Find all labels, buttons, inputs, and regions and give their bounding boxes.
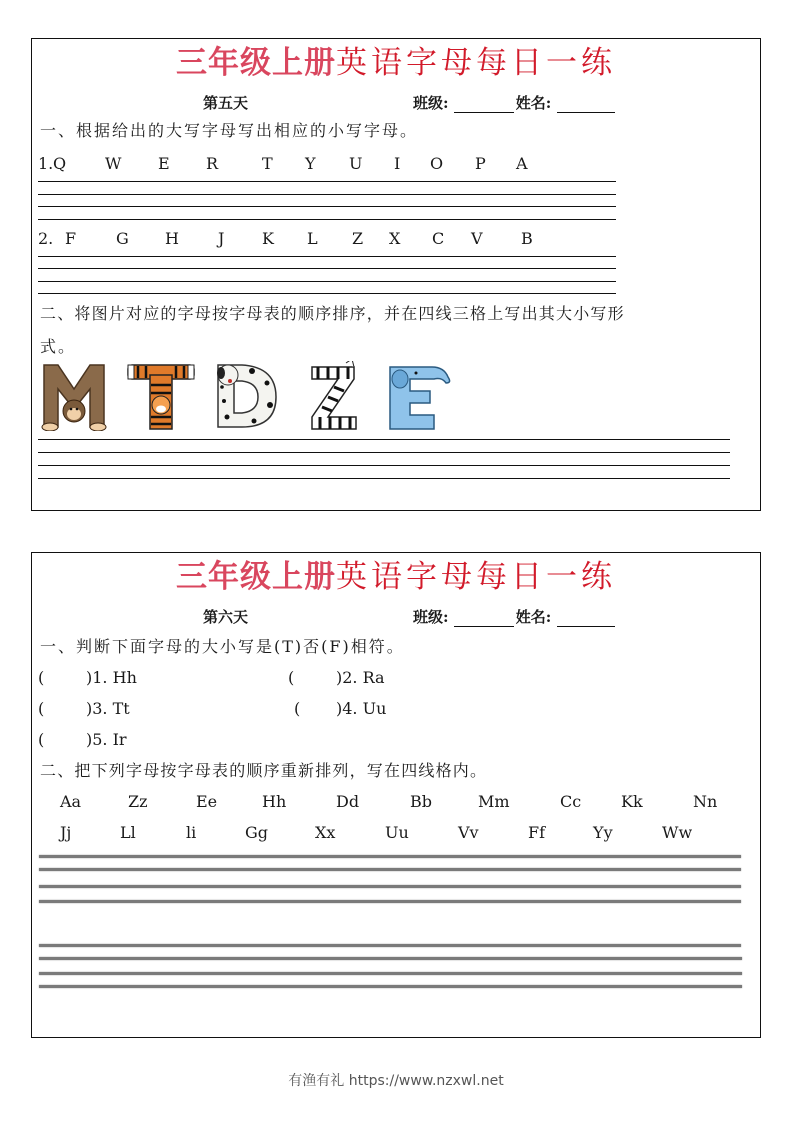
section1-heading: 一、根据给出的大写字母写出相应的小写字母。 <box>40 121 419 140</box>
item-number: )2. <box>336 668 358 687</box>
answer-paren[interactable]: ( <box>288 668 295 687</box>
letter: J <box>218 229 225 248</box>
letter-pair: Aa <box>60 792 82 811</box>
letter: C <box>432 229 445 248</box>
item-number: )3. <box>86 699 108 718</box>
letter-pair: Cc <box>560 792 582 811</box>
tf-item-3 <box>38 698 130 720</box>
letter-pair: Uu <box>385 823 409 842</box>
letter-pair: Ll <box>120 823 136 842</box>
letter-pair: Ir <box>112 730 127 749</box>
worksheet-title <box>32 557 760 597</box>
item-number: )5. <box>86 730 108 749</box>
letter-pair: Xx <box>315 823 336 842</box>
letter-pair: Dd <box>336 792 360 811</box>
letter: L <box>307 229 318 248</box>
tf-item-1 <box>38 667 137 689</box>
dalmatian-letter-d-icon <box>212 361 280 431</box>
letter: V <box>471 229 483 248</box>
title-grade: 三年级上册 <box>176 45 336 81</box>
title-subject: 英语字母每日一练 <box>336 559 616 595</box>
letter-pair: Ra <box>362 668 385 687</box>
class-label: 班级: <box>413 94 449 112</box>
letter-pair: Jj <box>60 823 72 842</box>
answer-paren[interactable]: ( <box>38 668 45 687</box>
letter: P <box>475 154 486 173</box>
letter-pair: Mm <box>478 792 510 811</box>
letter: I <box>394 154 401 173</box>
letter-pairs-row-1 <box>32 791 752 813</box>
section1-heading: 一、判断下面字母的大小写是(T)否(F)相符。 <box>40 637 405 656</box>
tiger-letter-t-icon <box>126 361 196 431</box>
worksheet-day6 <box>31 552 761 1038</box>
section2-heading-line1: 二、将图片对应的字母按字母表的顺序排序，并在四线三格上写出其大小写形 <box>40 304 625 323</box>
animal-letters-image <box>40 361 460 433</box>
letter-pair: Gg <box>245 823 269 842</box>
letter: A <box>516 154 528 173</box>
class-name-fields <box>413 607 617 627</box>
footer-watermark: 有渔有礼 https://www.nzxwl.net <box>288 1073 504 1089</box>
letter: K <box>262 229 274 248</box>
worksheet-day5 <box>31 38 761 511</box>
day-label: 第六天 <box>203 608 249 626</box>
letter-pair: Vv <box>458 823 479 842</box>
tf-item-5 <box>38 729 127 751</box>
answer-paren[interactable]: ( <box>38 699 45 718</box>
letter: R <box>206 154 219 173</box>
zebra-letter-z-icon <box>306 361 362 431</box>
tf-item-2 <box>288 667 385 689</box>
letter-pair: Nn <box>693 792 718 811</box>
row-number: 2. <box>38 229 54 248</box>
class-blank[interactable] <box>454 98 514 113</box>
letter: B <box>521 229 533 248</box>
letter: G <box>116 229 129 248</box>
class-name-fields <box>413 93 617 113</box>
title-grade: 三年级上册 <box>176 559 336 595</box>
title-subject: 英语字母每日一练 <box>336 45 616 81</box>
letter: T <box>262 154 273 173</box>
name-blank[interactable] <box>557 612 615 627</box>
name-blank[interactable] <box>557 98 615 113</box>
letter: U <box>349 154 363 173</box>
letter-pair: Hh <box>262 792 287 811</box>
item-number: )4. <box>336 699 358 718</box>
letter-pair: Kk <box>621 792 643 811</box>
class-label: 班级: <box>413 608 449 626</box>
letter-pair: Yy <box>593 823 613 842</box>
letter-pair: Bb <box>410 792 432 811</box>
letter-pair: Ee <box>196 792 218 811</box>
letter: Z <box>352 229 364 248</box>
item-number: )1. <box>86 668 108 687</box>
worksheet-title <box>32 43 760 83</box>
letter: Y <box>305 154 316 173</box>
row-number: 1. <box>38 154 54 173</box>
letter-pair: Tt <box>112 699 130 718</box>
letter: Q <box>53 154 67 173</box>
name-label: 姓名: <box>515 94 552 112</box>
letter-pair: Uu <box>362 699 387 718</box>
letter: H <box>165 229 179 248</box>
name-label: 姓名: <box>515 608 552 626</box>
class-blank[interactable] <box>454 612 514 627</box>
letter: W <box>105 154 122 173</box>
elephant-letter-e-icon <box>386 361 456 431</box>
letter-pair: Hh <box>112 668 137 687</box>
letter-pair: Zz <box>128 792 148 811</box>
letter: X <box>389 229 401 248</box>
section2-heading: 二、把下列字母按字母表的顺序重新排列，写在四线格内。 <box>40 761 488 780</box>
letter-pairs-row-2 <box>32 822 752 844</box>
letter-pair: Ff <box>528 823 546 842</box>
letter: O <box>430 154 444 173</box>
answer-paren[interactable]: ( <box>38 730 45 749</box>
uppercase-row-2 <box>38 228 638 250</box>
section2-heading-line2: 式。 <box>40 337 77 356</box>
uppercase-row-1 <box>38 153 638 175</box>
monkey-letter-m-icon <box>40 361 108 431</box>
day-label: 第五天 <box>203 94 249 112</box>
letter: F <box>65 229 77 248</box>
letter-pair: li <box>186 823 197 842</box>
letter: E <box>158 154 170 173</box>
answer-paren[interactable]: ( <box>294 699 301 718</box>
tf-item-4 <box>294 698 387 720</box>
letter-pair: Ww <box>662 823 693 842</box>
